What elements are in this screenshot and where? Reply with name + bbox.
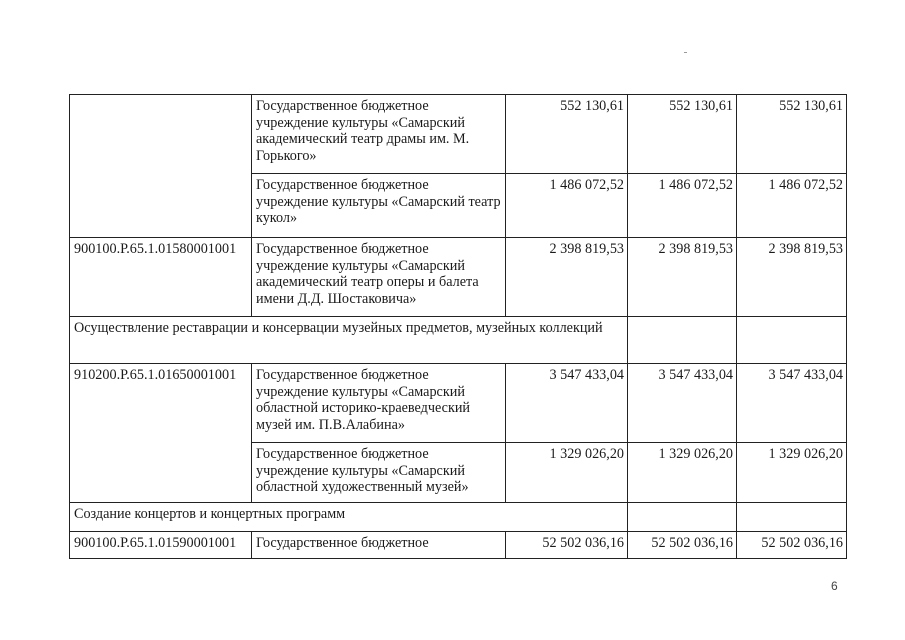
service-code-cell: 900100.Р.65.1.01590001001 bbox=[70, 532, 252, 559]
amount-year1-cell: 1 329 026,20 bbox=[506, 443, 628, 503]
amount-year2-cell: 52 502 036,16 bbox=[628, 532, 737, 559]
amount-year1-cell: 552 130,61 bbox=[506, 95, 628, 174]
budget-table bbox=[69, 94, 847, 559]
service-code-cell bbox=[70, 95, 252, 238]
empty-cell bbox=[737, 503, 847, 532]
amount-year2-cell: 3 547 433,04 bbox=[628, 364, 737, 443]
amount-year3-cell: 3 547 433,04 bbox=[737, 364, 847, 443]
amount-year2-cell: 2 398 819,53 bbox=[628, 238, 737, 317]
service-code-cell: 900100.Р.65.1.01580001001 bbox=[70, 238, 252, 317]
amount-year3-cell: 52 502 036,16 bbox=[737, 532, 847, 559]
institution-name-cell: Государственное бюджетное учреждение культуры «Самарский академический театр оперы и балета имени Д.Д. Шостаковича» bbox=[252, 238, 506, 317]
scan-artifact-dot bbox=[684, 52, 687, 53]
institution-name-cell: Государственное бюджетное учреждение культуры «Самарский областной художественный музей» bbox=[252, 443, 506, 503]
empty-cell bbox=[737, 317, 847, 364]
amount-year3-cell: 552 130,61 bbox=[737, 95, 847, 174]
empty-cell bbox=[628, 317, 737, 364]
amount-year3-cell: 1 486 072,52 bbox=[737, 174, 847, 238]
service-code-cell: 910200.Р.65.1.01650001001 bbox=[70, 364, 252, 503]
table-row bbox=[70, 95, 847, 174]
section-row bbox=[70, 503, 847, 532]
section-title-restoration: Осуществление реставрации и консервации музейных предметов, музейных коллекций bbox=[70, 317, 628, 364]
section-row bbox=[70, 317, 847, 364]
amount-year2-cell: 552 130,61 bbox=[628, 95, 737, 174]
amount-year2-cell: 1 486 072,52 bbox=[628, 174, 737, 238]
institution-name-cell: Государственное бюджетное учреждение культуры «Самарский академический театр драмы им. М. Горького» bbox=[252, 95, 506, 174]
amount-year2-cell: 1 329 026,20 bbox=[628, 443, 737, 503]
section-title-concerts: Создание концертов и концертных программ bbox=[70, 503, 628, 532]
table-row bbox=[70, 364, 847, 443]
institution-name-cell: Государственное бюджетное bbox=[252, 532, 506, 559]
amount-year3-cell: 1 329 026,20 bbox=[737, 443, 847, 503]
institution-name-cell: Государственное бюджетное учреждение культуры «Самарский театр кукол» bbox=[252, 174, 506, 238]
amount-year1-cell: 1 486 072,52 bbox=[506, 174, 628, 238]
empty-cell bbox=[628, 503, 737, 532]
table-row bbox=[70, 532, 847, 559]
table-row bbox=[70, 238, 847, 317]
amount-year1-cell: 52 502 036,16 bbox=[506, 532, 628, 559]
amount-year3-cell: 2 398 819,53 bbox=[737, 238, 847, 317]
page-number: 6 bbox=[831, 579, 838, 593]
amount-year1-cell: 3 547 433,04 bbox=[506, 364, 628, 443]
amount-year1-cell: 2 398 819,53 bbox=[506, 238, 628, 317]
institution-name-cell: Государственное бюджетное учреждение культуры «Самарский областной историко-краеведческий музей им. П.В.Алабина» bbox=[252, 364, 506, 443]
